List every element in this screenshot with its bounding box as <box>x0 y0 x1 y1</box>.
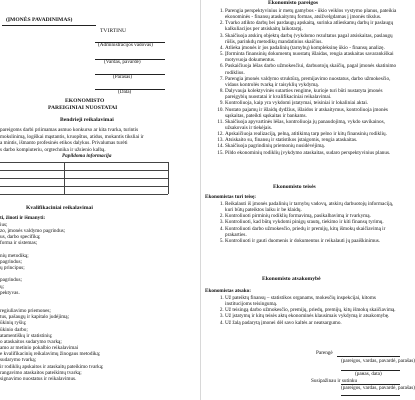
requirement-item: ų; <box>0 283 5 290</box>
duty-item: 11. Skaičiuoja apyvartinės lėšas, kontroliuoja jų panaudojimą, vykdo savikainos, užsakovais ir tiekėjais. <box>225 119 400 131</box>
doc-title-2: PAREIGINIAI NUOSTATAI <box>48 104 118 111</box>
requirement-item: sudarymo tvarką; <box>0 357 37 364</box>
duty-item: 4. Atlieka įmonės ir jos padalinių (tarnybų) kompleksinę ūkio - finansų analizę. <box>225 45 400 51</box>
right-item: 1. Reikalauti iš įmonės padalinių ir tarnybų vadovų, atskirų darbuotojų informaciją, kuri būtų pateiktos laiku ir be klaidų. <box>225 201 400 213</box>
table-col-line <box>168 162 169 194</box>
requirement-item: signavimo nuostatus ir reikalavimus. <box>0 375 77 382</box>
must-know-label: ti, žinoti ir išmanyti: <box>0 215 46 221</box>
resp-item: 3. Už įstatymų ir kitų teisės aktų ekonominės klausimais vykdymą ir atsakomybę. <box>225 313 400 319</box>
requirement-item: e kvalifikacinių reikalavimų žinogaus metodiką; <box>0 351 101 358</box>
general-line: s darbo kompiuteriu, orgtechnika ir užsienio kalbą. <box>0 146 106 153</box>
duty-item: 6. Paskaičiuoja lėšas darbo užmokesčiui, darbuotojų skaičių, pagal įmonės skatinimo rodiklius. <box>225 63 400 75</box>
duty-item: 5. Įforminta finansinių dokumentų nuostatų išlaidas, rengia ataskaitas savarankiškai motyvuoja dokumentus. <box>225 51 400 63</box>
field-caption: (Administracijos vadovas) <box>98 42 153 48</box>
date-2-line <box>341 395 400 396</box>
table-line <box>0 162 168 163</box>
requirement-item: ūkinio darbo; <box>0 326 28 333</box>
general-line: a mintis, išmanto profesinės etikos dalykus. Privalumas turėti <box>0 140 128 146</box>
duty-item: 14. Skaičiuoja pagrindinių priemonių nusidėvėjimą. <box>225 143 400 149</box>
approved-label: TVIRTINU <box>100 28 127 34</box>
requirements-list <box>0 222 178 382</box>
rights-heading: Ekonomistas turi teisę: <box>205 194 257 200</box>
field-caption: (Vardas, pavardė) <box>104 59 141 65</box>
field-caption: (Data) <box>118 89 132 95</box>
requirement-item: ų principus; <box>0 265 25 272</box>
table-line <box>0 194 168 195</box>
rights-list <box>209 201 400 244</box>
right-item: 4. Kontroliuoti darbo užmokesčio, priedų ir premijų, kitų išmokų skaičiavimą ir prakarties. <box>225 226 400 238</box>
requirement-item: pektyvas. <box>0 289 20 296</box>
sign-1-label: Parengė <box>316 350 333 356</box>
resp-item: 2. Už teisingą darbo užmokesčio, premijų, priedų, premijų, kitų išmokų skaičiavimą. <box>225 307 400 313</box>
table-line <box>0 170 168 171</box>
requirement-item: nių metodiką; <box>0 252 29 259</box>
org-name: (ĮMONĖS PAVADINIMAS) <box>6 17 73 23</box>
general-heading: Bendrieji reikalavimai <box>60 117 114 123</box>
sign-1-caption: (pareigos, vardas, pavardė, parašas) <box>341 358 415 364</box>
info-heading: Papildoma informacija <box>62 153 112 159</box>
resp-item: 1. Už pateiktų finansų – statistikos organams, mokesčių inspekcijai, kitoms institucijoms teisingumą. <box>225 295 400 307</box>
requirement-item: forma ir sistemas; <box>0 240 38 247</box>
resp-sub-heading: Ekonomistas atsako: <box>205 288 251 294</box>
duty-item: 1. Parengia perspektyvinius ir metų gamybos - ūkio veiklos vystymo planus, pateikia ekonominės - finansų ataskaitymų formas, atsižvelgdamas į įmonės tikslus. <box>225 8 400 20</box>
qual-heading: Kvalifikaciniai reikalavimai <box>26 205 93 211</box>
resp-heading: Ekonomisto atsakomybė <box>262 276 321 282</box>
rights-heading-top: Ekonomisto teisės <box>273 184 316 190</box>
date-1-caption: (ранas, data) <box>355 371 382 377</box>
general-line: pareigoms darbi priimamas asmuo konkurso ar kita tvarka, turintis <box>0 127 139 133</box>
requirement-item: ir rodiklių apskaitos ir ataskaitų pateikimo tvarką; <box>0 363 104 370</box>
requirement-item: o ataskaitos sudarymo tvarką; <box>0 338 62 345</box>
requirement-item: tus, pašaugų ir kapitalo judėjimą; <box>0 314 70 321</box>
requirement-item: ūkinių ryšių; <box>0 320 27 327</box>
general-line: mokslinimą, logiškai mąstantis, kruopštus, atidus, mokantis tiksliai ir <box>0 133 144 140</box>
doc-title-1: EKONOMISTO <box>65 98 105 104</box>
right-item: 5. Kontroliuoti ir gauti duomenis ir dokumentus ir reikalauti jų paaiškinimus. <box>225 238 400 244</box>
requirement-item: regiuliavimo priemones; <box>0 308 51 315</box>
duty-item: 7. Parengia įmonės valdymo struktūrą, premijavimo nuostatus, darbo užmokesčio, vidaus kontrolės tvarką ir taisyklių vykdymą. <box>225 76 400 88</box>
duties-heading: Ekonomisto pareigos <box>268 0 319 6</box>
requirement-item: ius; <box>0 222 8 228</box>
requirement-item: pagrindus; <box>0 258 22 265</box>
field-caption: (Parašas) <box>113 74 133 80</box>
sign-1-line <box>337 356 400 357</box>
left-column <box>0 0 200 400</box>
duty-item: 2. Tvarko atlikto darbų bei pardaugų apskaitą, surinka atlieskamų darbų ir paslaugų kalkuliacijos per atsiskaitų laikotarpį. <box>225 20 400 32</box>
sign-2-label: Susipažinau ir sutinku <box>311 378 358 384</box>
duty-item: 15. Pildo ekonominių rodiklių įvykdymo ataskaitas, sudaro perspektyvinius planus. <box>225 150 400 156</box>
sign-2-caption: (pareigos, vardas, pavardė, parašas) <box>341 385 415 391</box>
table-line <box>0 186 168 187</box>
requirement-item: pagrindus; <box>0 277 22 284</box>
requirement-item: amo ar metinio pokalbio reikalavimai <box>0 345 79 352</box>
requirement-item: atamentiškų ir statistinių; <box>0 332 53 339</box>
duty-item: 8. Dalyvauja kolektyvinės sutarties rengime, kurioje turi būti nustatyta įmonės pareigybių nuostatai ir kvalifikaciniai reikalavimai. <box>225 88 400 100</box>
duty-item: 3. Skaičiuoja atskirų objektų darbų (vykdomo rezultatus pagal atsiskaitas, paslaugų rūšis, parinkdų metodikų mandatinius skaičius. <box>225 33 400 45</box>
table-line <box>0 178 168 179</box>
requirement-item: zo, įmonės valdymo pagrindus; <box>0 228 66 235</box>
requirement-item: rangavimo ataskaitos pateikimų tvarką; <box>0 369 82 376</box>
table-col-line <box>64 162 65 194</box>
duty-item: 13. Atsiskaito su, finansų ir statistikos įstaigomis, rengia ataskaitas. <box>225 137 400 143</box>
requirement-item: us, darbo specifiką; <box>0 234 41 241</box>
right-item: 3. Kontroliuoti, kad būtų vykdomi pinigų srautų, tiekimo ir kiti finansų tyrimų. <box>225 219 400 225</box>
org-name-line <box>2 25 96 26</box>
duty-item: 10. Nustato pajamų ir išlaidų dydžius, išlaidos ir atskaitymus, kontroliuoja įmonės sąskaitas, pateikti sąskaitas ir bankams. <box>225 107 400 119</box>
right-item: 2. Kontroliuoti pirminių rodiklių formavimą, pasikalbavimą ir tvarkymą. <box>225 213 400 219</box>
duty-item: 9. Kontroliuoja, kaip yra vykdomi įstatymai, teisiniai ir lokaliniai aktai. <box>225 100 400 106</box>
right-column <box>201 0 415 400</box>
duty-item: 12. Apskaičiuoja realizaciją, pelną, atitikimą tarp pelno ir kitų finansinių rodiklių. <box>225 131 400 137</box>
resp-item: 4. Už žalą padarytą įmonei dėl savo kaltės ar neatsargumo. <box>225 320 400 326</box>
duties-list <box>209 8 400 156</box>
resp-list <box>209 295 400 326</box>
